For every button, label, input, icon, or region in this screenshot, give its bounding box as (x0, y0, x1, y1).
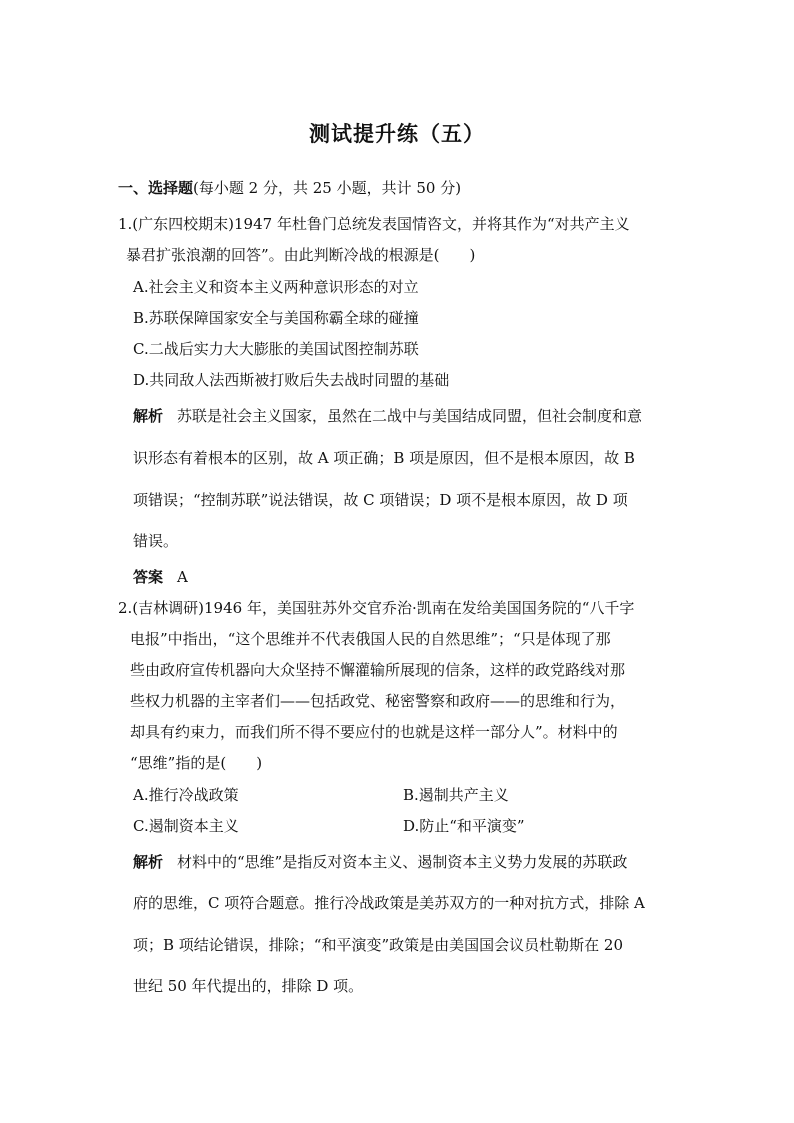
q2-stem-line-1: 2.(吉林调研)1946 年，美国驻苏外交官乔治·凯南在发给美国国务院的“八千字 (118, 599, 635, 617)
q2-option-b: B.遏制共产主义 (403, 786, 509, 804)
q1-option-b: B.苏联保障国家安全与美国称霸全球的碰撞 (133, 309, 419, 327)
q2-option-a: A.推行冷战政策 (133, 786, 239, 804)
q2-stem-line-5: 却具有约束力，而我们所不得不要应付的也就是这样一部分人”。材料中的 (130, 723, 618, 741)
q2-analysis-line-1 (133, 852, 627, 872)
q1-analysis-line-4: 错误。 (133, 532, 179, 550)
q1-answer-label: 答案 (133, 568, 164, 586)
q1-analysis-line-2: 识形态有着根本的区别，故 A 项正确；B 项是原因，但不是根本原因，故 B (133, 449, 635, 467)
q2-option-d: D.防止“和平演变” (403, 817, 525, 835)
q2-stem-line-3: 些由政府宣传机器向大众坚持不懈灌输所展现的信条，这样的政党路线对那 (130, 661, 626, 679)
q2-analysis-text-1: 材料中的“思维”是指反对资本主义、遏制资本主义势力发展的苏联政 (177, 853, 628, 871)
q2-option-c: C.遏制资本主义 (133, 817, 239, 835)
q2-stem-line-2: 电报”中指出，“这个思维并不代表俄国人民的自然思维”；“只是体现了那 (130, 630, 611, 648)
q1-option-c: C.二战后实力大大膨胀的美国试图控制苏联 (133, 340, 419, 358)
q2-analysis-line-2: 府的思维，C 项符合题意。推行冷战政策是美苏双方的一种对抗方式，排除 A (133, 894, 645, 912)
q2-analysis-line-3: 项；B 项结论错误，排除；“和平演变”政策是由美国国会议员杜勒斯在 20 (133, 936, 623, 954)
q1-stem-line-1: 1.(广东四校期末)1947 年杜鲁门总统发表国情咨文，并将其作为“对共产主义 (118, 215, 630, 233)
section-title: 一、选择题 (118, 179, 194, 197)
q1-analysis-text-1: 苏联是社会主义国家，虽然在二战中与美国结成同盟，但社会制度和意 (177, 407, 643, 425)
q1-option-d: D.共同敌人法西斯被打败后失去战时同盟的基础 (133, 371, 450, 389)
q1-analysis-line-3: 项错误；“控制苏联”说法错误，故 C 项错误；D 项不是根本原因，故 D 项 (133, 491, 628, 509)
section-heading (118, 178, 461, 198)
q1-answer (133, 567, 188, 587)
q2-stem-line-6: “思维”指的是( ) (130, 754, 263, 772)
q1-option-a: A.社会主义和资本主义两种意识形态的对立 (133, 278, 419, 296)
q1-analysis-line-1 (133, 406, 642, 426)
q1-stem-line-2: 暴君扩张浪潮的回答”。由此判断冷战的根源是( ) (126, 246, 476, 264)
q2-stem-line-4: 些权力机器的主宰者们——包括政党、秘密警察和政府——的思维和行为， (130, 692, 626, 710)
section-note: (每小题 2 分，共 25 小题，共计 50 分) (193, 179, 462, 197)
q2-analysis-label: 解析 (133, 853, 164, 871)
q1-analysis-label: 解析 (133, 407, 164, 425)
page-title: 测试提升练（五） (309, 121, 485, 146)
q1-answer-value: A (177, 568, 188, 586)
q2-analysis-line-4: 世纪 50 年代提出的，排除 D 项。 (133, 977, 364, 995)
